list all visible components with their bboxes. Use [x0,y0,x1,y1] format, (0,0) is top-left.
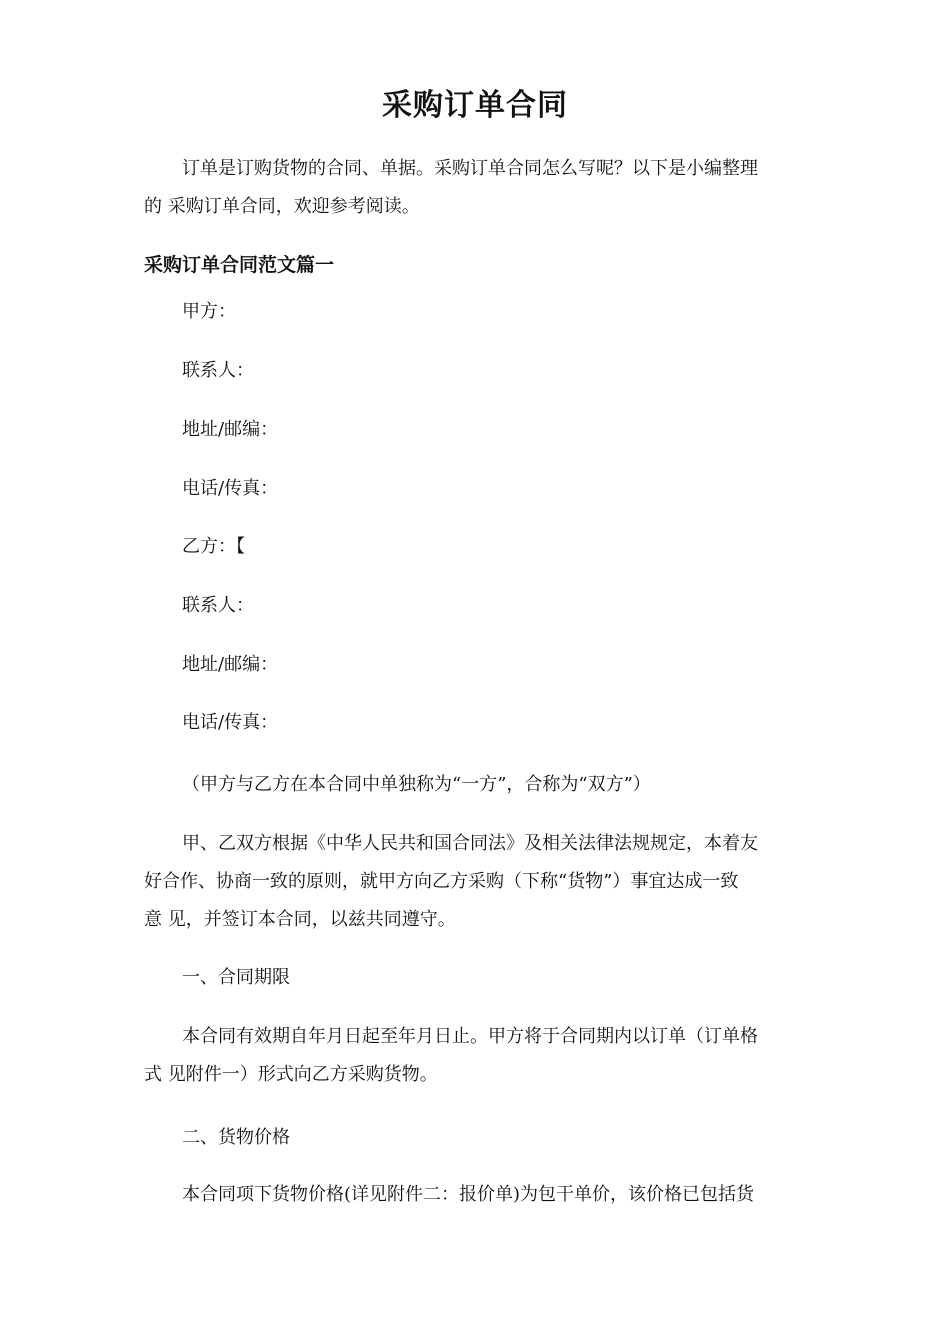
party-a-label: 甲方： [182,301,236,322]
clause-2-paragraph [144,1176,806,1214]
party-b-address: 地址/邮编： [182,654,279,675]
clause-1-paragraph [144,1018,806,1094]
clause-2-line-1: 本合同项下货物价格(详见附件二：报价单)为包干单价，该价格已包括货 [182,1184,755,1205]
clause-1-line-2: 式 见附件一）形式向乙方采购货物。 [144,1064,438,1085]
party-b-label: 乙方：【 [182,536,245,557]
document-title: 采购订单合同 [382,88,568,123]
intro-paragraph [144,150,806,226]
clause-1-heading: 一、合同期限 [182,967,290,988]
party-a-contact: 联系人： [182,360,254,381]
party-b-phone: 电话/传真： [182,712,279,733]
parties-note: （甲方与乙方在本合同中单独称为“一方”，合称为“双方”） [182,774,651,795]
preamble-line-1: 甲、乙双方根据《中华人民共和国合同法》及相关法律法规规定，本着友 [182,833,758,854]
preamble-line-3: 意 见，并签订本合同，以兹共同遵守。 [144,909,456,930]
clause-1-line-1: 本合同有效期自年月日起至年月日止。甲方将于合同期内以订单（订单格 [182,1026,758,1047]
party-a-address: 地址/邮编： [182,419,279,440]
clause-2-heading: 二、货物价格 [182,1127,290,1148]
preamble-line-2: 好合作、协商一致的原则，就甲方向乙方采购（下称“货物”）事宜达成一致 [144,871,739,892]
party-b-contact: 联系人： [182,595,254,616]
party-a-phone: 电话/传真： [182,478,279,499]
preamble-paragraph [144,825,806,939]
intro-line-2: 的 采购订单合同，欢迎参考阅读。 [144,196,420,217]
intro-line-1: 订单是订购货物的合同、单据。采购订单合同怎么写呢？以下是小编整理 [182,158,758,179]
section-heading: 采购订单合同范文篇一 [144,254,335,276]
